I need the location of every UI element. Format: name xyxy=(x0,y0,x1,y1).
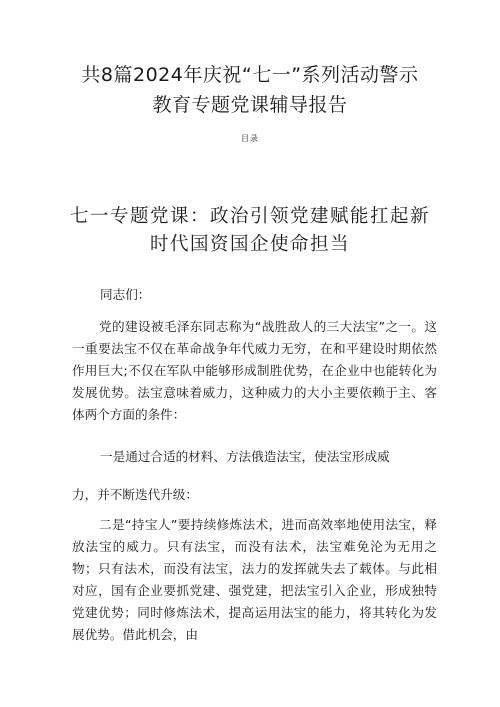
greeting: 同志们： xyxy=(100,287,151,302)
document-title-line1: 共8篇2024年庆祝“七一”系列活动警示 xyxy=(81,64,419,86)
paragraph-1: 党的建设被毛泽东同志称为“战胜敌人的三大法宝”之一。这一重要法宝不仅在革命战争年代威力无穷，在和平建设时期依然作用巨大;不仅在军队中能够形成制胜优势，在企业中也能转化为发展优势。法宝意味着威力，这种威力的大小主要依赖于主、客体两个方面的条件： xyxy=(72,319,437,422)
paragraph-line-b: 力，并不断迭代升级： xyxy=(72,487,198,502)
paragraph-line-a: 一是通过合适的材料、方法俄造法宝，使法宝形成威 xyxy=(100,449,390,464)
paragraph-2: 二是“持宝人”要持续修炼法术，进而高效率地使用法宝，释放法宝的威力。只有法宝，而没有法术，法宝难免沦为无用之物；只有法术，而没有法宝，法力的发挥就失去了载体。与此相对应，国有企业要抓党建、强党建，把法宝引入企业，形成独特党建优势；同时修炼法术，提高运用法宝的能力，将其转化为发展优势。借此机会，由 xyxy=(72,517,437,642)
section-title-line1: 七一专题党课：政治引领党建赋能扛起新 xyxy=(69,206,430,227)
document-title-line2: 教育专题党课辅导报告 xyxy=(152,94,348,116)
toc-label: 目录 xyxy=(241,134,259,143)
section-title-line2: 时代国资国企使命担当 xyxy=(149,234,350,255)
